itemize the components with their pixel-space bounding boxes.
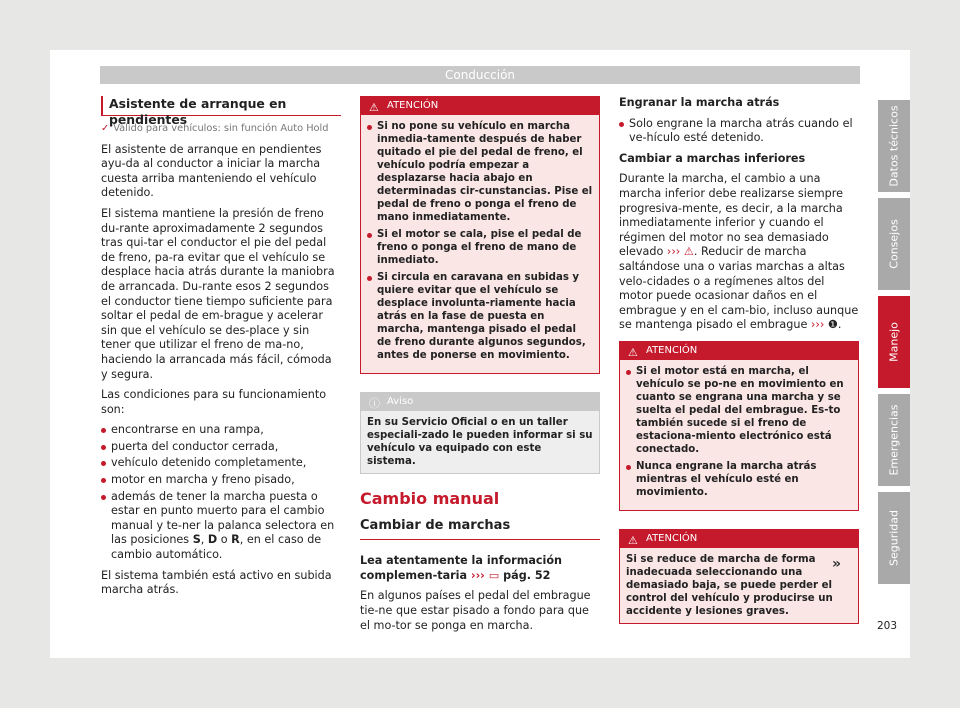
list-item: vehículo detenido completamente, [101,456,341,471]
tab-manejo[interactable]: Manejo [878,296,910,388]
column-3 [619,96,859,642]
notice-icon: ❶ [824,318,838,332]
book-icon: ▭ [484,568,500,582]
warning-item: Nunca engrane la marcha atrás mientras el vehículo esté en movimiento. [626,460,852,499]
reference-note: Lea atentamente la información complemen-taria ››› ▭ pág. 52 [360,554,563,582]
paragraph: En algunos países el pedal del embrague tie-ne que estar pisado a fondo para que el mo-tor se ponga en marcha. [360,589,591,632]
warning-box: ⚠ ATENCIÓN Si el motor está en marcha, el vehículo se po-ne en movimiento en cuanto se engrana una marcha y se suelta el pedal del embrague. Es-to también sucede si el freno de estaciona-miento electrónico está conectado. Nunca engrane la marcha atrás mientras el vehículo esté en movimiento. [619,341,859,511]
column-2 [360,96,600,639]
list-item: motor en marcha y freno pisado, [101,473,341,488]
section-title: Asistente de arranque en pendientes [101,96,341,116]
paragraph: Durante la marcha, el cambio a una marcha inferior debe realizarse siempre progresiva-mente, es decir, a la marcha inmediatamente inferior y cuando el régimen del motor no sea demasiado elevado ››› ⚠. Reducir de marcha saltándose una o varias marchas a altas velo-cidades o a regímenes altos del motor puede ocasionar daños en el embrague y en el cam-bio, incluso aunque se mantenga pisado el embrague ››› ❶. [619,172,859,332]
page-number: 203 [877,620,898,632]
warning-icon: ⚠ [628,533,638,547]
note-box: ⓘ Aviso En su Servicio Oficial o en un taller especiali-zado le pueden informar si su vehículo va equipado con este sistema. [360,392,600,474]
tab-consejos[interactable]: Consejos [878,198,910,290]
list-item: Solo engrane la marcha atrás cuando el ve-hículo esté detenido. [619,117,859,146]
paragraph: Las condiciones para su funcionamiento son: [101,388,327,416]
subsection-title: Cambiar de marchas [360,519,600,541]
heading: Cambiar a marchas inferiores [619,151,806,165]
validity-note: ✓ Válido para vehículos: sin función Auto Hold [101,123,329,134]
heading: Engranar la marcha atrás [619,96,780,109]
warning-box: ⚠ ATENCIÓN Si se reduce de marcha de forma inadecuada seleccionando una demasiado baja, se puede perder el control del vehículo y producirse un accidente y lesiones graves. [619,529,859,624]
tab-emergencias[interactable]: Emergencias [878,394,910,486]
info-icon: ⓘ [369,397,380,410]
warning-item: Si no pone su vehículo en marcha inmedia-tamente después de haber quitado el pie del pedal de freno, el vehículo podría empezar a desplazarse hacia abajo en determinadas cir-cunstancias. Pise el pedal de freno o ponga el freno de mano inmediatamente. [367,120,593,224]
tab-datos-tecnicos[interactable]: Datos técnicos [878,100,910,192]
tab-seguridad[interactable]: Seguridad [878,492,910,584]
column-1 [101,96,341,604]
warning-item: Si circula en caravana en subidas y quiere evitar que el vehículo se desplace involunta-riamente hacia atrás en la fase de puesta en marcha, mantenga pisado el pedal de freno durante algunos segundos, antes de ponerse en movimiento. [367,271,593,362]
warning-icon: ⚠ [628,345,638,359]
list-item: encontrarse en una rampa, [101,423,341,438]
paragraph: El sistema mantiene la presión de freno du-rante aproximadamente 2 segundos tras qui-tar el conductor el pie del pedal de freno, pa-ra evitar que el vehículo se desplace hacia atrás durante la maniobra de arrancada. Du-rante esos 2 segundos el conductor tiene tiempo suficiente para soltar el pedal de em-brague y acelerar sin que el vehículo se des-place y sin tener que utilizar el freno de ma-no, haciendo la arrancada más fácil, cómoda y segura. [101,206,335,381]
continue-arrow-icon: » [832,556,842,572]
chapter-header: Conducción [100,66,860,84]
paragraph: El asistente de arranque en pendientes ayu-da al conductor a iniciar la marcha cuesta arriba manteniendo el vehículo detenido. [101,142,322,200]
paragraph: El sistema también está activo en subida marcha atrás. [101,568,332,597]
conditions-list [101,423,341,562]
warning-box: ⚠ ATENCIÓN Si no pone su vehículo en marcha inmedia-tamente después de haber quitado el pie del pedal de freno, el vehículo podría empezar a desplazarse hacia abajo en determinadas cir-cunstancias. Pise el pedal de freno o ponga el freno de mano inmediatamente. Si el motor se cala, pise el pedal de freno o ponga el freno de mano de inmediato. Si circula en caravana en subidas y quiere evitar que el vehículo se desplace involunta-riamente hacia atrás en la fase de puesta en marcha, mantenga pisado el pedal de freno durante algunos segundos, antes de ponerse en movimiento. [360,96,600,374]
warning-item: Si el motor está en marcha, el vehículo se po-ne en movimiento en cuanto se engrana una marcha y se suelta el pedal del embrague. Es-to también sucede si el freno de estaciona-miento electrónico está conectado. [626,365,852,456]
warning-icon: ⚠ [369,101,379,114]
list-item: además de tener la marcha puesta o estar en punto muerto para el cambio manual y te-ner la palanca selectora en las posiciones S, D o R, en el caso de cambio automático. [101,490,341,563]
check-icon: ✓ [101,123,110,134]
warning-icon: ⚠ [680,245,694,259]
warning-item: Si el motor se cala, pise el pedal de freno o ponga el freno de mano de inmediato. [367,228,593,267]
list-item: puerta del conductor cerrada, [101,440,341,455]
chapter-section-title: Cambio manual [360,489,500,508]
